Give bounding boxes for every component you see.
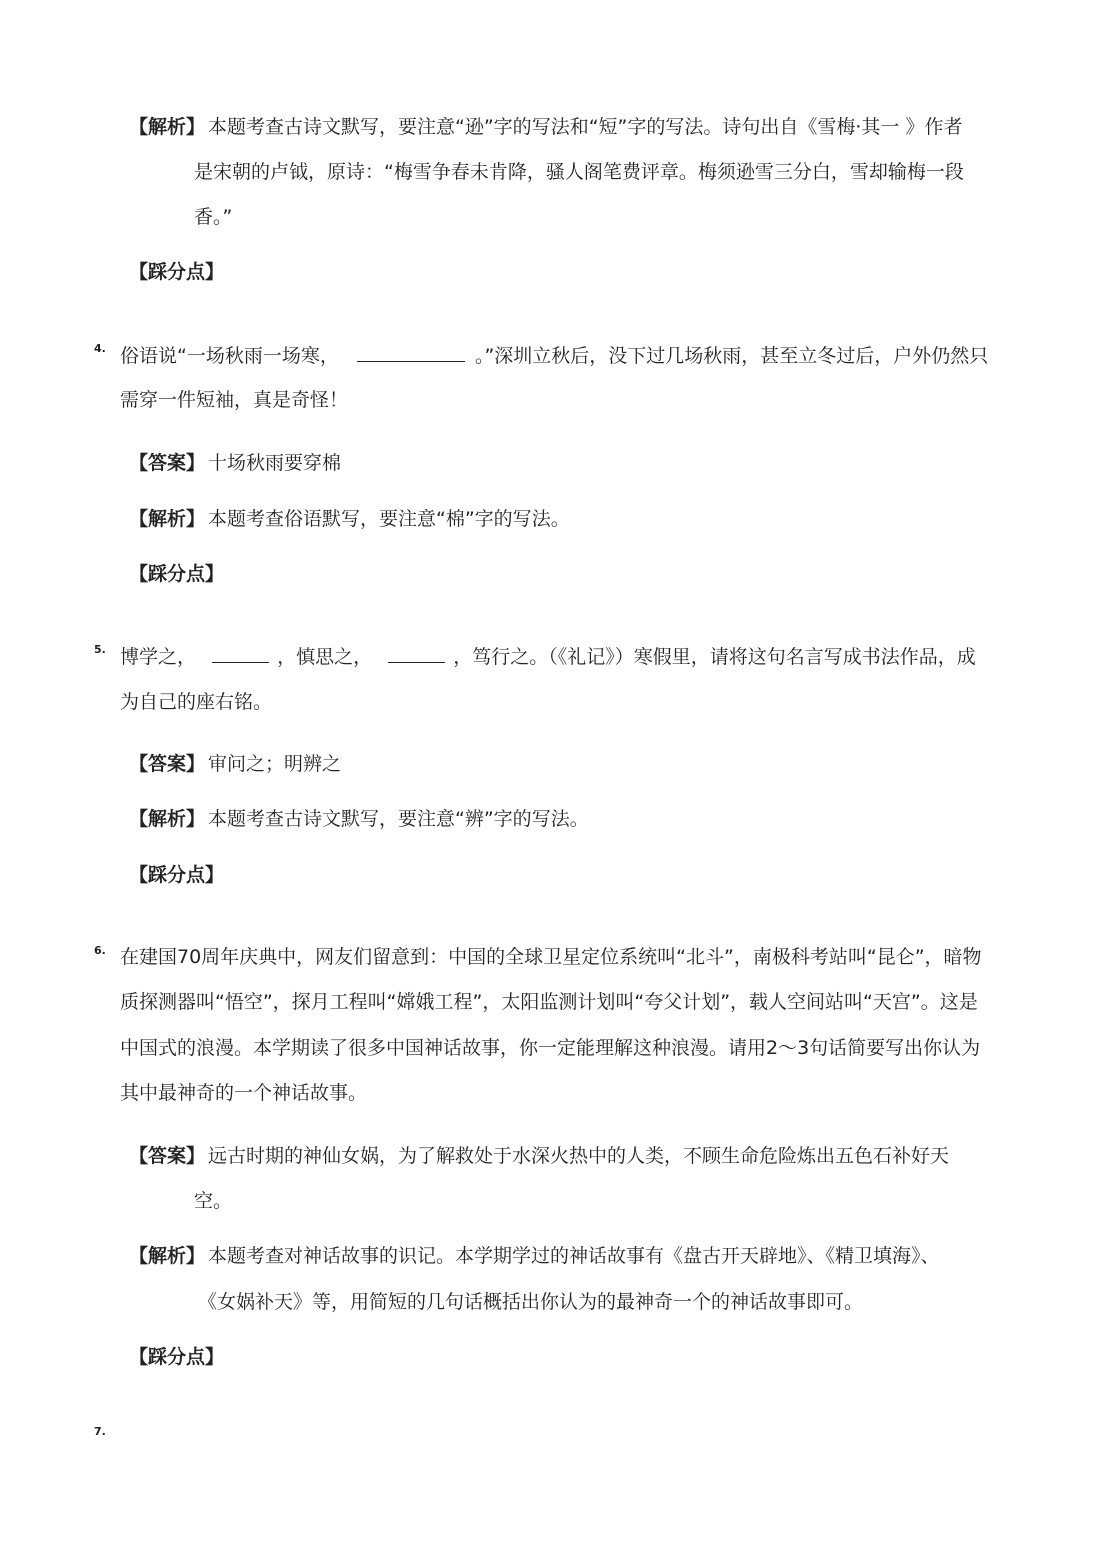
q5-answer-label: 【答案】	[129, 753, 206, 775]
q5-stem-part-1: 博学之，	[120, 646, 197, 668]
q6-analysis-line-1: 本题考查对神话故事的识记。本学期学过的神话故事有《盘古开天辟地》、《精卫填海》、	[208, 1245, 940, 1267]
q3-analysis-line-3: 香。”	[194, 206, 233, 228]
q6-answer-line-2: 空。	[194, 1190, 233, 1212]
q4-answer: 十场秋雨要穿棉	[208, 452, 342, 474]
q3-analysis-line-1: 本题考查古诗文默写，要注意“逊”字的写法和“短”字的写法。诗句出自《雪梅·其一 》作者	[208, 116, 963, 138]
q5-answer-blank-1	[212, 644, 269, 663]
q4-analysis-label: 【解析】	[129, 508, 206, 530]
q4-answer-label: 【答案】	[129, 452, 206, 474]
q5-stem-line-1	[120, 644, 976, 669]
q6-score-label: 【踩分点】	[129, 1346, 225, 1368]
q4-stem-line-1	[120, 343, 988, 368]
q5-stem-part-2: ，慎思之，	[277, 646, 373, 668]
q5-number: 5.	[94, 643, 106, 656]
q6-answer-label: 【答案】	[129, 1145, 206, 1167]
q5-stem-part-3: ，笃行之。（《礼记》）寒假里，请将这句名言写成书法作品，成	[453, 646, 976, 668]
q4-number: 4.	[94, 342, 106, 355]
q6-stem-line-3: 中国式的浪漫。本学期读了很多中国神话故事，你一定能理解这种浪漫。请用2～3句话简要写出你认为	[120, 1037, 981, 1059]
q5-answer: 审问之；明辨之	[208, 753, 342, 775]
q6-analysis-line-2: 《女娲补天》等，用简短的几句话概括出你认为的最神奇一个的神话故事即可。	[198, 1291, 864, 1313]
q4-analysis: 本题考查俗语默写，要注意“棉”字的写法。	[208, 508, 570, 530]
q4-stem-part-2: 。”深圳立秋后，没下过几场秋雨，甚至立冬过后，户外仍然只	[474, 345, 989, 367]
q3-analysis-line-2: 是宋朝的卢钺，原诗：“梅雪争春未肯降，骚人阁笔费评章。梅须逊雪三分白，雪却输梅一段	[194, 161, 964, 183]
q6-answer-line-1: 远古时期的神仙女娲，为了解救处于水深火热中的人类，不顾生命危险炼出五色石补好天	[208, 1145, 950, 1167]
q5-score-label: 【踩分点】	[129, 864, 225, 886]
q3-analysis-label: 【解析】	[129, 116, 206, 138]
q4-answer-blank	[357, 343, 465, 362]
q5-answer-blank-2	[388, 644, 445, 663]
q5-stem-line-2: 为自己的座右铭。	[120, 691, 273, 713]
q4-stem-line-2: 需穿一件短袖，真是奇怪！	[120, 389, 349, 411]
q4-stem-part-1: 俗语说“一场秋雨一场寒，	[120, 345, 339, 367]
q5-analysis: 本题考查古诗文默写，要注意“辨”字的写法。	[208, 808, 589, 830]
q6-stem-line-4: 其中最神奇的一个神话故事。	[120, 1082, 368, 1104]
q5-analysis-label: 【解析】	[129, 808, 206, 830]
q3-score-label: 【踩分点】	[129, 261, 225, 283]
q6-analysis-label: 【解析】	[129, 1245, 206, 1267]
q7-number: 7.	[94, 1425, 106, 1438]
q6-number: 6.	[94, 944, 106, 957]
q6-stem-line-2: 质探测器叫“悟空”，探月工程叫“嫦娥工程”，太阳监测计划叫“夸父计划”，载人空间站叫“天宫”。这是	[120, 991, 978, 1013]
q6-stem-line-1: 在建国70周年庆典中，网友们留意到：中国的全球卫星定位系统叫“北斗”，南极科考站叫“昆仑”，暗物	[120, 946, 982, 968]
q4-score-label: 【踩分点】	[129, 563, 225, 585]
